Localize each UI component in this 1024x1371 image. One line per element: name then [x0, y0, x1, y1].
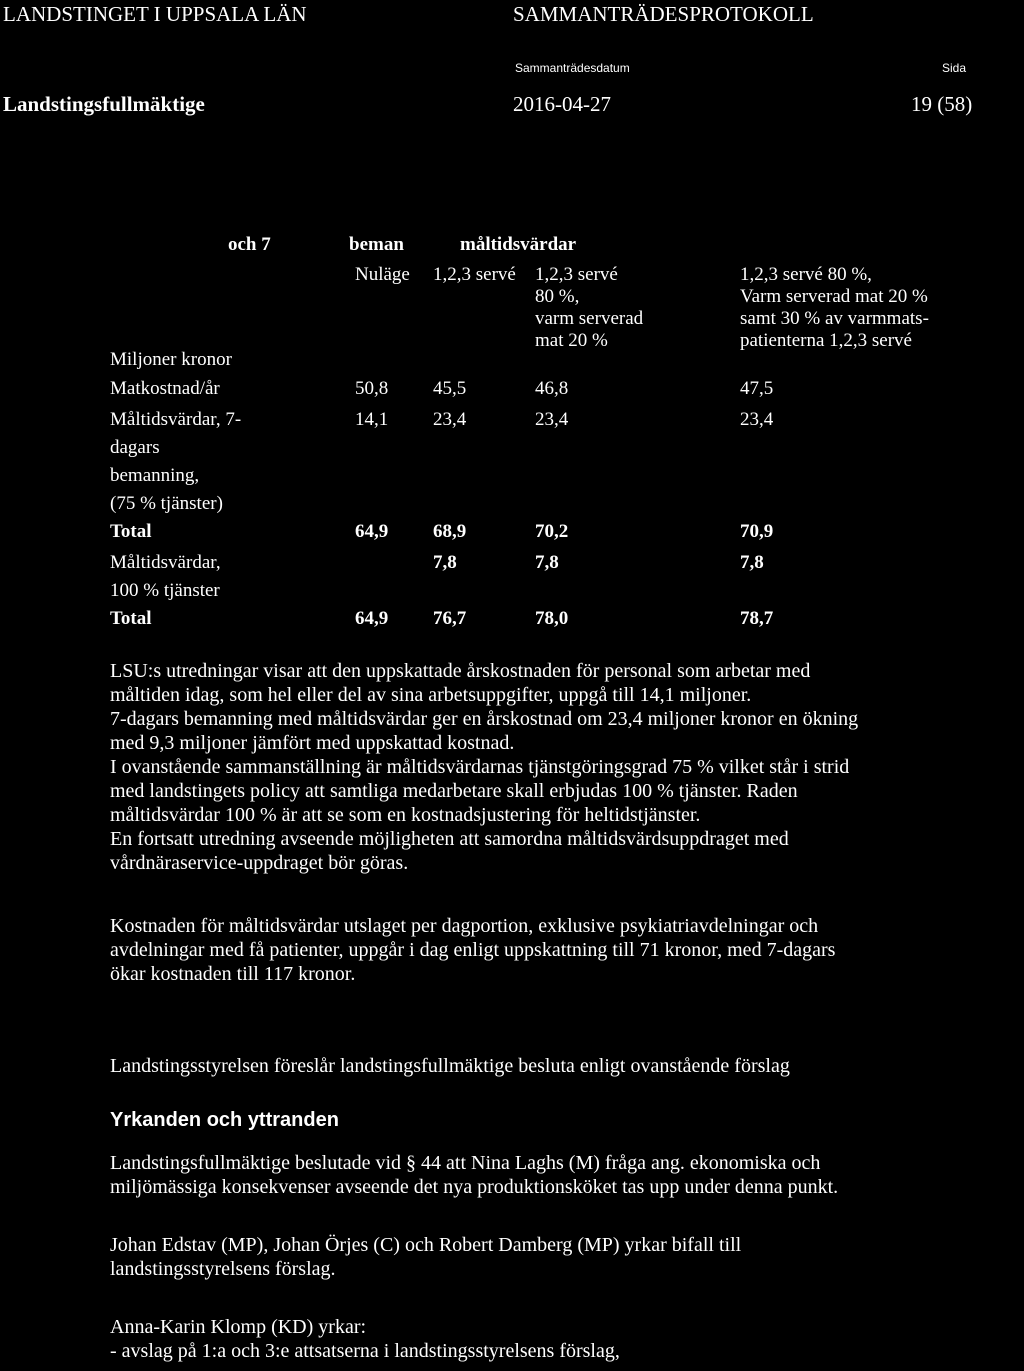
table-row-label: [110, 552, 221, 602]
table-cell: 14,1: [355, 409, 389, 430]
column-header-line: samt 30 % av varmmats-: [740, 308, 929, 329]
text-line: Kostnaden för måltidsvärdar utslaget per dagportion, exklusive psykiatriavdelningar och: [110, 915, 819, 937]
row-label-line: dagars: [110, 437, 160, 458]
table-row-label: [110, 409, 241, 515]
page-number: 19 (58): [911, 92, 973, 116]
text-line: ökar kostnaden till 117 kronor.: [110, 963, 356, 985]
text-line: 7-dagars bemanning med måltidsvärdar ger en årskostnad om 23,4 miljoner kronor en ökning: [110, 708, 859, 730]
table-cell: 23,4: [740, 409, 774, 430]
table-cell: 68,9: [433, 521, 467, 542]
table-cell: 64,9: [355, 521, 389, 542]
table-cell: 7,8: [433, 552, 457, 573]
paragraph-support: [110, 1233, 1022, 1281]
text-line: En fortsatt utredning avseende möjligheten att samordna måltidsvärdsuppdraget med: [110, 828, 789, 850]
table-title-part-1: och 7: [228, 234, 271, 255]
meeting-date: 2016-04-27: [513, 92, 611, 116]
table-cell: 70,9: [740, 521, 774, 542]
row-label-line: (75 % tjänster): [110, 493, 223, 514]
table-row-label-total: Total: [110, 521, 152, 542]
table-cell: 23,4: [535, 409, 569, 430]
table-title-part-2: beman: [349, 234, 404, 255]
text-line: måltidsvärdar 100 % är att se som en kostnadsjustering för heltidstjänster.: [110, 804, 701, 826]
table-row-label: Matkostnad/år: [110, 378, 220, 399]
table-title-part-3: måltidsvärdar: [460, 234, 577, 255]
column-header-line: Nuläge: [355, 264, 410, 285]
paragraph-motion: [110, 1315, 1022, 1363]
text-line: måltiden idag, som hel eller del av sina arbetsuppgifter, uppgå till 14,1 miljoner.: [110, 684, 752, 706]
paragraph-cost-analysis: [110, 659, 1022, 875]
table-cell: 7,8: [740, 552, 764, 573]
column-header-line: 1,2,3 servé: [433, 264, 516, 285]
table-cell: 78,0: [535, 608, 569, 629]
text-line: landstingsstyrelsens förslag.: [110, 1258, 336, 1280]
column-header-line: 80 %,: [535, 286, 580, 307]
table-cell: 76,7: [433, 608, 467, 629]
text-line: LSU:s utredningar visar att den uppskattade årskostnaden för personal som arbetar med: [110, 660, 811, 682]
column-header-option-2: [535, 264, 643, 352]
text-line: I ovanstående sammanställning är måltidsvärdarnas tjänstgöringsgrad 75 % vilket står i strid: [110, 756, 850, 778]
table-cell: 7,8: [535, 552, 559, 573]
text-line: miljömässiga konsekvenser avseende det nya produktionsköket tas upp under denna punkt.: [110, 1176, 839, 1198]
row-label-line: Måltidsvärdar, 7-: [110, 409, 242, 430]
org-name: LANDSTINGET I UPPSALA LÄN: [3, 2, 307, 26]
table-cell: 46,8: [535, 378, 569, 399]
text-line: avdelningar med få patienter, uppgår i dag enligt uppskattning till 71 kronor, med 7-dagars: [110, 939, 836, 961]
table-cell: 47,5: [740, 378, 774, 399]
text-line: vårdnäraservice-uppdraget bör göras.: [110, 852, 409, 874]
table-cell: 70,2: [535, 521, 569, 542]
section-heading: Yrkanden och yttranden: [110, 1109, 339, 1131]
table-cell: 78,7: [740, 608, 774, 629]
table-cell: 50,8: [355, 378, 389, 399]
row-label-line: Måltidsvärdar,: [110, 552, 221, 573]
document-type: SAMMANTRÄDESPROTOKOLL: [513, 2, 814, 26]
column-header-line: 1,2,3 servé 80 %,: [740, 264, 872, 285]
column-header-current: [355, 264, 410, 286]
row-label-line: 100 % tjänster: [110, 580, 220, 601]
column-header-line: 1,2,3 servé: [535, 264, 618, 285]
text-line: - avslag på 1:a och 3:e attsatserna i landstingsstyrelsens förslag,: [110, 1340, 620, 1362]
page-label: Sida: [942, 61, 967, 75]
row-label-line: bemanning,: [110, 465, 200, 486]
text-line: med landstingets policy att samtliga medarbetare skall erbjudas 100 % tjänster. Raden: [110, 780, 798, 802]
text-line: Landstingsstyrelsen föreslår landstingsfullmäktige besluta enligt ovanstående förslag: [110, 1055, 790, 1077]
paragraph-question: [110, 1151, 1022, 1199]
paragraph-proposal: [110, 1054, 1022, 1078]
table-cell: 64,9: [355, 608, 389, 629]
table-row-label-total: Total: [110, 608, 152, 629]
table-cell: 23,4: [433, 409, 467, 430]
text-line: Anna-Karin Klomp (KD) yrkar:: [110, 1316, 367, 1338]
column-header-line: mat 20 %: [535, 330, 608, 351]
text-line: Johan Edstav (MP), Johan Örjes (C) och Robert Damberg (MP) yrkar bifall till: [110, 1234, 742, 1256]
column-header-line: Varm serverad mat 20 %: [740, 286, 928, 307]
table-cell: 45,5: [433, 378, 467, 399]
text-line: med 9,3 miljoner jämfört med uppskattad kostnad.: [110, 732, 515, 754]
row-label-header: Miljoner kronor: [110, 349, 232, 370]
paragraph-cost-per-portion: [110, 914, 1022, 986]
column-header-line: varm serverad: [535, 308, 644, 329]
date-label: Sammanträdesdatum: [515, 61, 630, 75]
committee-name: Landstingsfullmäktige: [3, 92, 205, 116]
column-header-option-1: [433, 264, 516, 286]
column-header-line: patienterna 1,2,3 servé: [740, 330, 912, 351]
column-header-option-3: [740, 264, 929, 352]
text-line: Landstingsfullmäktige beslutade vid § 44 att Nina Laghs (M) fråga ang. ekonomiska och: [110, 1152, 821, 1174]
